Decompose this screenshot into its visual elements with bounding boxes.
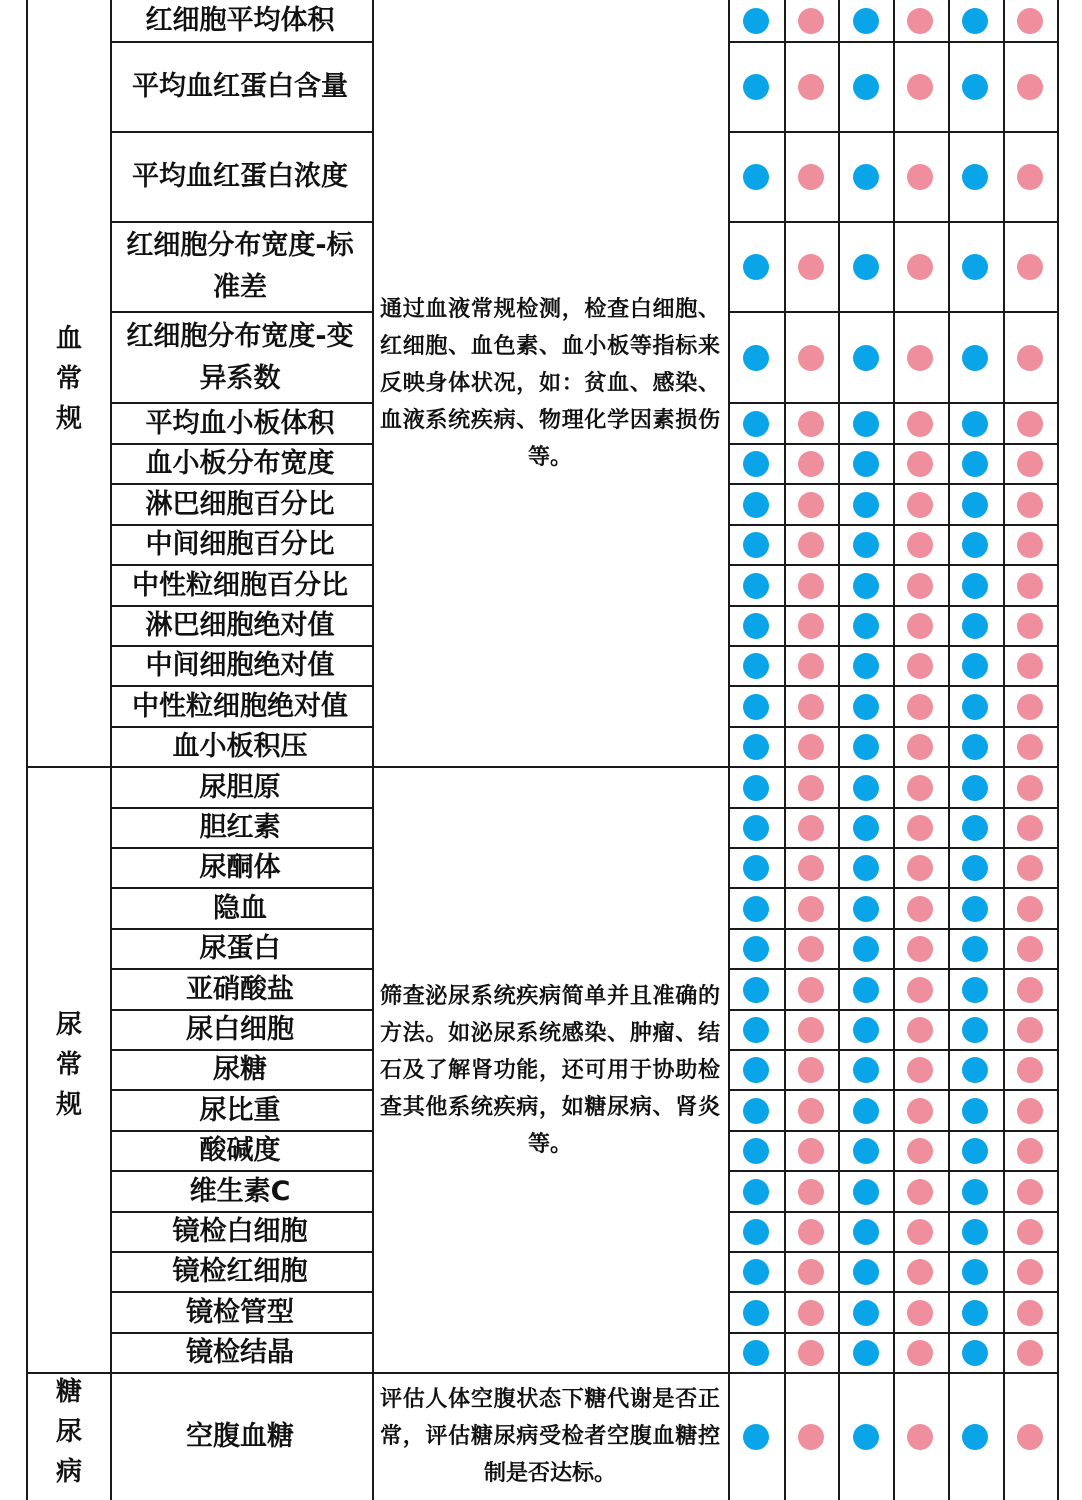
- test-item-name: 红细胞平均体积: [145, 5, 335, 36]
- pink-indicator-dot: [798, 1179, 824, 1205]
- row-divider: [728, 524, 1057, 526]
- row-divider: [110, 807, 372, 809]
- pink-indicator-dot: [1017, 1017, 1043, 1043]
- pink-indicator-dot: [798, 451, 824, 477]
- blue-indicator-dot: [962, 1179, 988, 1205]
- pink-indicator-dot: [798, 653, 824, 679]
- pink-indicator-dot: [1017, 1300, 1043, 1326]
- blue-indicator-dot: [853, 855, 879, 881]
- blue-indicator-dot: [853, 977, 879, 1003]
- blue-indicator-dot: [743, 1179, 769, 1205]
- row-divider: [728, 1332, 1057, 1334]
- pink-indicator-dot: [1017, 1179, 1043, 1205]
- row-divider: [728, 847, 1057, 849]
- description-cell: [374, 1373, 726, 1500]
- pink-indicator-dot: [907, 815, 933, 841]
- pink-indicator-dot: [907, 1138, 933, 1164]
- column-divider: [948, 0, 950, 1500]
- blue-indicator-dot: [853, 815, 879, 841]
- pink-indicator-dot: [1017, 1219, 1043, 1245]
- pink-indicator-dot: [907, 896, 933, 922]
- blue-indicator-dot: [962, 1259, 988, 1285]
- pink-indicator-dot: [907, 653, 933, 679]
- pink-indicator-dot: [798, 1057, 824, 1083]
- row-divider: [110, 1291, 372, 1293]
- row-divider: [110, 1332, 372, 1334]
- pink-indicator-dot: [798, 8, 824, 34]
- row-divider: [110, 524, 372, 526]
- blue-indicator-dot: [962, 653, 988, 679]
- blue-indicator-dot: [853, 1340, 879, 1366]
- pink-indicator-dot: [1017, 734, 1043, 760]
- blue-indicator-dot: [962, 411, 988, 437]
- test-item-name: 中性粒细胞百分比: [132, 569, 348, 601]
- blue-indicator-dot: [962, 1057, 988, 1083]
- test-item-name: 尿糖: [213, 1054, 267, 1085]
- blue-indicator-dot: [743, 694, 769, 720]
- blue-indicator-dot: [962, 1424, 988, 1450]
- blue-indicator-dot: [853, 613, 879, 639]
- test-item-name: 镜检红细胞: [172, 1256, 308, 1287]
- row-divider: [110, 968, 372, 970]
- blue-indicator-dot: [853, 1219, 879, 1245]
- row-divider: [110, 443, 372, 445]
- pink-indicator-dot: [907, 855, 933, 881]
- blue-indicator-dot: [853, 896, 879, 922]
- pink-indicator-dot: [907, 1219, 933, 1245]
- blue-indicator-dot: [853, 1098, 879, 1124]
- pink-indicator-dot: [798, 345, 824, 371]
- row-divider: [110, 685, 372, 687]
- pink-indicator-dot: [1017, 532, 1043, 558]
- test-item-name: 隐血: [213, 892, 267, 924]
- pink-indicator-dot: [907, 1300, 933, 1326]
- row-divider: [728, 928, 1057, 930]
- column-divider: [784, 0, 786, 1500]
- blue-indicator-dot: [962, 74, 988, 100]
- blue-indicator-dot: [853, 1057, 879, 1083]
- blue-indicator-dot: [962, 815, 988, 841]
- pink-indicator-dot: [1017, 815, 1043, 841]
- pink-indicator-dot: [1017, 411, 1043, 437]
- blue-indicator-dot: [743, 1017, 769, 1043]
- description-text: 评估人体空腹状态下糖代谢是否正常，评估糖尿病受检者空腹血糖控制是否达标。: [380, 1387, 720, 1486]
- blue-indicator-dot: [962, 573, 988, 599]
- pink-indicator-dot: [798, 734, 824, 760]
- test-item-name: 平均血红蛋白浓度: [132, 161, 348, 192]
- pink-indicator-dot: [907, 734, 933, 760]
- pink-indicator-dot: [907, 1057, 933, 1083]
- pink-indicator-dot: [798, 411, 824, 437]
- blue-indicator-dot: [743, 815, 769, 841]
- pink-indicator-dot: [907, 345, 933, 371]
- blue-indicator-dot: [853, 936, 879, 962]
- pink-indicator-dot: [798, 1017, 824, 1043]
- pink-indicator-dot: [798, 1138, 824, 1164]
- blue-indicator-dot: [743, 451, 769, 477]
- pink-indicator-dot: [798, 1424, 824, 1450]
- pink-indicator-dot: [1017, 1057, 1043, 1083]
- pink-indicator-dot: [907, 74, 933, 100]
- row-divider: [110, 605, 372, 607]
- blue-indicator-dot: [743, 345, 769, 371]
- column-divider: [838, 0, 840, 1500]
- pink-indicator-dot: [907, 1017, 933, 1043]
- pink-indicator-dot: [798, 164, 824, 190]
- blue-indicator-dot: [743, 1259, 769, 1285]
- column-divider: [728, 0, 730, 1500]
- row-divider: [110, 645, 372, 647]
- pink-indicator-dot: [907, 492, 933, 518]
- blue-indicator-dot: [853, 1300, 879, 1326]
- pink-indicator-dot: [798, 532, 824, 558]
- pink-indicator-dot: [1017, 1098, 1043, 1124]
- pink-indicator-dot: [798, 896, 824, 922]
- blue-indicator-dot: [962, 345, 988, 371]
- blue-indicator-dot: [962, 492, 988, 518]
- blue-indicator-dot: [853, 653, 879, 679]
- category-label: 血常规: [51, 323, 82, 444]
- description-cell: [374, 767, 726, 1373]
- blue-indicator-dot: [853, 1017, 879, 1043]
- pink-indicator-dot: [1017, 1424, 1043, 1450]
- row-divider: [728, 221, 1057, 223]
- pink-indicator-dot: [798, 694, 824, 720]
- blue-indicator-dot: [743, 532, 769, 558]
- test-item-name: 酸碱度: [199, 1135, 281, 1166]
- blue-indicator-dot: [962, 451, 988, 477]
- category-cell: [26, 1373, 108, 1500]
- row-divider: [728, 311, 1057, 313]
- pink-indicator-dot: [798, 1259, 824, 1285]
- blue-indicator-dot: [853, 1259, 879, 1285]
- blue-indicator-dot: [962, 1017, 988, 1043]
- pink-indicator-dot: [1017, 613, 1043, 639]
- blue-indicator-dot: [962, 613, 988, 639]
- pink-indicator-dot: [1017, 977, 1043, 1003]
- pink-indicator-dot: [907, 1340, 933, 1366]
- blue-indicator-dot: [962, 936, 988, 962]
- pink-indicator-dot: [1017, 1340, 1043, 1366]
- pink-indicator-dot: [1017, 896, 1043, 922]
- row-divider: [728, 887, 1057, 889]
- pink-indicator-dot: [798, 936, 824, 962]
- row-divider: [728, 605, 1057, 607]
- pink-indicator-dot: [1017, 573, 1043, 599]
- blue-indicator-dot: [743, 492, 769, 518]
- row-divider: [110, 1049, 372, 1051]
- test-item-name: 淋巴细胞绝对值: [145, 610, 335, 641]
- pink-indicator-dot: [1017, 855, 1043, 881]
- blue-indicator-dot: [853, 492, 879, 518]
- pink-indicator-dot: [798, 492, 824, 518]
- pink-indicator-dot: [798, 254, 824, 280]
- blue-indicator-dot: [853, 411, 879, 437]
- blue-indicator-dot: [962, 254, 988, 280]
- pink-indicator-dot: [1017, 936, 1043, 962]
- row-divider: [110, 131, 372, 133]
- row-divider: [110, 847, 372, 849]
- blue-indicator-dot: [962, 977, 988, 1003]
- blue-indicator-dot: [853, 164, 879, 190]
- pink-indicator-dot: [1017, 74, 1043, 100]
- pink-indicator-dot: [798, 855, 824, 881]
- pink-indicator-dot: [907, 613, 933, 639]
- row-divider: [110, 887, 372, 889]
- blue-indicator-dot: [853, 451, 879, 477]
- blue-indicator-dot: [962, 1340, 988, 1366]
- blue-indicator-dot: [853, 734, 879, 760]
- pink-indicator-dot: [798, 775, 824, 801]
- test-item-name: 尿比重: [199, 1094, 281, 1126]
- pink-indicator-dot: [907, 1179, 933, 1205]
- blue-indicator-dot: [743, 855, 769, 881]
- test-item-name: 红细胞分布宽度-标准差: [126, 230, 354, 303]
- pink-indicator-dot: [907, 573, 933, 599]
- row-divider: [728, 1009, 1057, 1011]
- row-divider: [728, 131, 1057, 133]
- blue-indicator-dot: [962, 1300, 988, 1326]
- row-divider: [110, 41, 372, 43]
- pink-indicator-dot: [1017, 1259, 1043, 1285]
- blue-indicator-dot: [743, 1057, 769, 1083]
- blue-indicator-dot: [962, 734, 988, 760]
- category-cell: [26, 0, 108, 767]
- pink-indicator-dot: [907, 936, 933, 962]
- blue-indicator-dot: [853, 1138, 879, 1164]
- column-divider: [1057, 0, 1059, 1500]
- pink-indicator-dot: [1017, 451, 1043, 477]
- test-item-name: 中间细胞绝对值: [145, 650, 335, 681]
- pink-indicator-dot: [798, 977, 824, 1003]
- blue-indicator-dot: [743, 653, 769, 679]
- pink-indicator-dot: [1017, 775, 1043, 801]
- blue-indicator-dot: [962, 855, 988, 881]
- row-divider: [728, 1211, 1057, 1213]
- pink-indicator-dot: [907, 694, 933, 720]
- test-item-name: 红细胞分布宽度-变异系数: [126, 320, 354, 394]
- test-item-name: 平均血小板体积: [145, 407, 335, 439]
- pink-indicator-dot: [798, 1340, 824, 1366]
- blue-indicator-dot: [853, 694, 879, 720]
- test-item-name: 空腹血糖: [186, 1420, 294, 1452]
- blue-indicator-dot: [743, 613, 769, 639]
- row-divider: [728, 968, 1057, 970]
- row-divider: [728, 402, 1057, 404]
- pink-indicator-dot: [1017, 492, 1043, 518]
- blue-indicator-dot: [743, 8, 769, 34]
- pink-indicator-dot: [907, 254, 933, 280]
- blue-indicator-dot: [743, 977, 769, 1003]
- row-divider: [110, 1170, 372, 1172]
- pink-indicator-dot: [798, 1300, 824, 1326]
- pink-indicator-dot: [907, 164, 933, 190]
- pink-indicator-dot: [1017, 254, 1043, 280]
- blue-indicator-dot: [962, 775, 988, 801]
- row-divider: [110, 221, 372, 223]
- row-divider: [728, 726, 1057, 728]
- blue-indicator-dot: [743, 1300, 769, 1326]
- test-item-name: 中性粒细胞绝对值: [132, 690, 348, 722]
- blue-indicator-dot: [743, 411, 769, 437]
- blue-indicator-dot: [962, 532, 988, 558]
- row-divider: [728, 1049, 1057, 1051]
- row-divider: [110, 1009, 372, 1011]
- blue-indicator-dot: [962, 1138, 988, 1164]
- row-divider: [110, 402, 372, 404]
- row-divider: [728, 807, 1057, 809]
- blue-indicator-dot: [853, 532, 879, 558]
- test-item-name: 平均血红蛋白含量: [132, 71, 348, 102]
- row-divider: [728, 645, 1057, 647]
- test-item-name: 中间细胞百分比: [145, 529, 335, 560]
- category-label: 尿常规: [51, 1010, 82, 1130]
- blue-indicator-dot: [962, 694, 988, 720]
- test-item-name: 尿胆原: [199, 771, 281, 803]
- test-item-name: 淋巴细胞百分比: [145, 488, 335, 520]
- description-text: 通过血液常规检测，检查白细胞、红细胞、血色素、血小板等指标来反映身体状况，如：贫血、感染、血液系统疾病、物理化学因素损伤等。: [380, 297, 720, 470]
- blue-indicator-dot: [743, 74, 769, 100]
- blue-indicator-dot: [853, 8, 879, 34]
- blue-indicator-dot: [962, 8, 988, 34]
- row-divider: [110, 483, 372, 485]
- row-divider: [728, 1130, 1057, 1132]
- blue-indicator-dot: [962, 164, 988, 190]
- blue-indicator-dot: [743, 775, 769, 801]
- test-item-name: 尿酮体: [199, 852, 281, 883]
- pink-indicator-dot: [907, 1424, 933, 1450]
- blue-indicator-dot: [853, 573, 879, 599]
- row-divider: [728, 1170, 1057, 1172]
- pink-indicator-dot: [907, 411, 933, 437]
- blue-indicator-dot: [743, 1424, 769, 1450]
- test-item-name: 血小板分布宽度: [145, 448, 335, 479]
- row-divider: [728, 685, 1057, 687]
- pink-indicator-dot: [798, 74, 824, 100]
- pink-indicator-dot: [798, 1219, 824, 1245]
- blue-indicator-dot: [743, 936, 769, 962]
- blue-indicator-dot: [743, 734, 769, 760]
- pink-indicator-dot: [798, 1098, 824, 1124]
- description-cell: [374, 0, 726, 767]
- test-item-name: 胆红素: [199, 812, 281, 843]
- test-item-name: 镜检白细胞: [172, 1216, 308, 1247]
- test-item-name: 镜检结晶: [186, 1337, 294, 1368]
- pink-indicator-dot: [798, 815, 824, 841]
- pink-indicator-dot: [1017, 1138, 1043, 1164]
- test-item-name: 亚硝酸盐: [186, 973, 294, 1005]
- pink-indicator-dot: [907, 1259, 933, 1285]
- blue-indicator-dot: [743, 1138, 769, 1164]
- blue-indicator-dot: [853, 345, 879, 371]
- row-divider: [110, 564, 372, 566]
- test-item-name: 镜检管型: [186, 1296, 294, 1328]
- blue-indicator-dot: [743, 254, 769, 280]
- pink-indicator-dot: [1017, 345, 1043, 371]
- row-divider: [728, 443, 1057, 445]
- pink-indicator-dot: [907, 532, 933, 558]
- row-divider: [110, 1211, 372, 1213]
- blue-indicator-dot: [853, 775, 879, 801]
- category-cell: [26, 767, 108, 1373]
- row-divider: [110, 1089, 372, 1091]
- row-divider: [728, 1089, 1057, 1091]
- blue-indicator-dot: [743, 573, 769, 599]
- blue-indicator-dot: [743, 896, 769, 922]
- pink-indicator-dot: [907, 1098, 933, 1124]
- pink-indicator-dot: [798, 573, 824, 599]
- pink-indicator-dot: [1017, 8, 1043, 34]
- pink-indicator-dot: [907, 977, 933, 1003]
- pink-indicator-dot: [907, 8, 933, 34]
- blue-indicator-dot: [853, 1179, 879, 1205]
- blue-indicator-dot: [743, 1219, 769, 1245]
- column-divider: [893, 0, 895, 1500]
- blue-indicator-dot: [853, 74, 879, 100]
- category-label: 糖尿病: [51, 1376, 82, 1497]
- row-divider: [110, 726, 372, 728]
- row-divider: [728, 564, 1057, 566]
- blue-indicator-dot: [853, 254, 879, 280]
- test-item-name: 血小板积压: [172, 731, 308, 762]
- pink-indicator-dot: [1017, 694, 1043, 720]
- description-text: 筛查泌尿系统疾病简单并且准确的方法。如泌尿系统感染、肿瘤、结石及了解肾功能，还可用于协助检查其他系统疾病，如糖尿病、肾炎等。: [380, 983, 720, 1157]
- blue-indicator-dot: [853, 1424, 879, 1450]
- test-item-name: 维生素C: [189, 1175, 291, 1207]
- blue-indicator-dot: [962, 1219, 988, 1245]
- row-divider: [728, 1291, 1057, 1293]
- blue-indicator-dot: [962, 896, 988, 922]
- row-divider: [110, 1130, 372, 1132]
- pink-indicator-dot: [907, 775, 933, 801]
- pink-indicator-dot: [1017, 164, 1043, 190]
- column-divider: [1003, 0, 1005, 1500]
- blue-indicator-dot: [743, 1340, 769, 1366]
- row-divider: [728, 41, 1057, 43]
- row-divider: [728, 483, 1057, 485]
- blue-indicator-dot: [743, 1098, 769, 1124]
- pink-indicator-dot: [1017, 653, 1043, 679]
- blue-indicator-dot: [962, 1098, 988, 1124]
- row-divider: [728, 1251, 1057, 1253]
- pink-indicator-dot: [798, 613, 824, 639]
- row-divider: [110, 311, 372, 313]
- blue-indicator-dot: [743, 164, 769, 190]
- row-divider: [110, 928, 372, 930]
- test-item-name: 尿蛋白: [199, 933, 281, 964]
- row-divider: [110, 1251, 372, 1253]
- pink-indicator-dot: [907, 451, 933, 477]
- test-item-name: 尿白细胞: [186, 1014, 294, 1045]
